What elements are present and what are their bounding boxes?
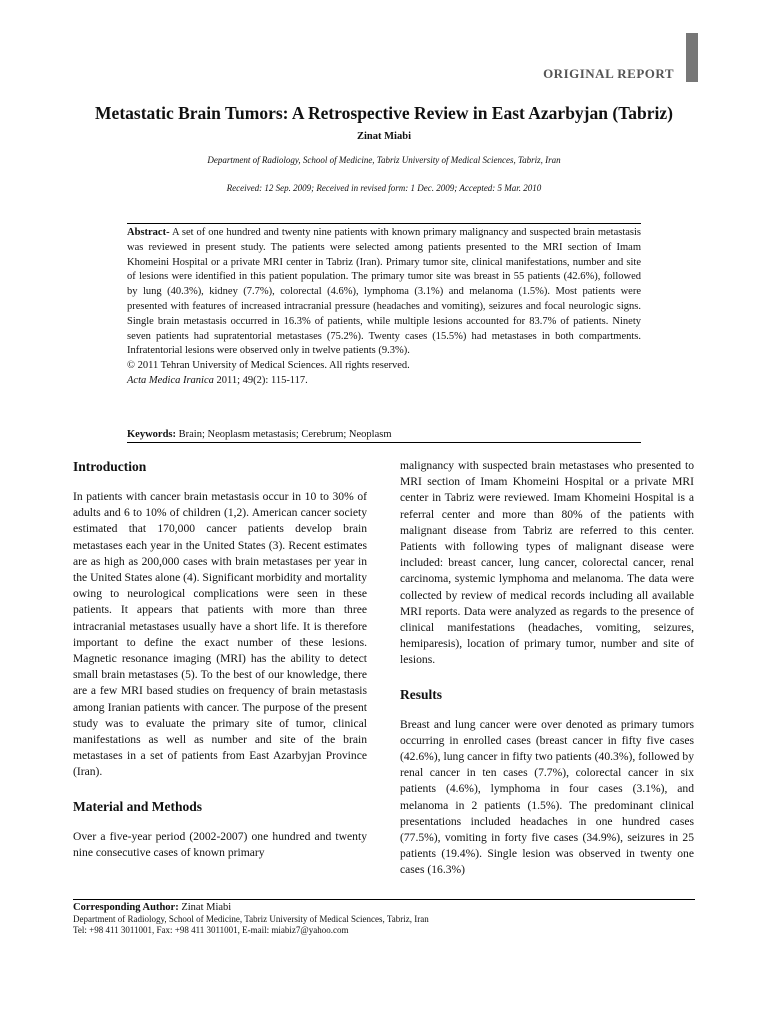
abstract-block (127, 223, 641, 389)
keywords-label: Keywords: (127, 429, 176, 440)
section-label: ORIGINAL REPORT (543, 66, 674, 81)
corresponding-author-label: Corresponding Author: (73, 902, 179, 913)
left-column (73, 458, 367, 861)
citation-line (127, 374, 641, 389)
results-heading: Results (400, 686, 443, 702)
corresponding-author-name: Zinat Miabi (178, 902, 232, 913)
article-title: Metastatic Brain Tumors: A Retrospective Review in East Azarbyjan (Tabriz) (95, 103, 673, 123)
footer-address: Department of Radiology, School of Medicine, Tabriz University of Medical Sciences, Tabriz, Iran (73, 914, 429, 924)
header-corner-bar (686, 33, 698, 82)
right-column (400, 458, 694, 879)
abstract-paragraph (127, 226, 641, 359)
introduction-text: In patients with cancer brain metastasis occur in 10 to 30% of adults and 6 to 10% of children (1,2). American cancer society estimated that 170,000 cancer patients develop brain metastases each year in the United States (3). Recent estimates are as high as 200,000 cases with brain metastases per year in the United States alone (4). Significant morbidity and mortality owing to neurological complications were seen in these patients. It appears that patients with more than three intracranial metastases usually have a short life. It is therefore important to define the exact number of these lesions. Magnetic resonance imaging (MRI) has the ability to detect small brain metastases (5). To the best of our knowledge, there are a few MRI based studies on frequency of brain metastasis among Iranian patients with cancer. The purpose of the present study was to evaluate the primary site of tumor, clinical manifestations as well as number and site of the brain metastases in a set of patients from East Azarbyjan Province (Iran). (73, 490, 367, 779)
copyright-line: © 2011 Tehran University of Medical Sciences. All rights reserved. (127, 360, 410, 372)
corresponding-author-line (73, 901, 695, 914)
article-dates: Received: 12 Sep. 2009; Received in revised form: 1 Dec. 2009; Accepted: 5 Mar. 2010 (226, 183, 542, 193)
methods-text-left: Over a five-year period (2002-2007) one hundred and twenty nine consecutive cases of known primary (73, 829, 367, 859)
keywords-text: Brain; Neoplasm metastasis; Cerebrum; Neoplasm (176, 429, 392, 440)
results-text: Breast and lung cancer were over denoted as primary tumors occurring in enrolled cases (breast cancer in fifty five cases (42.6%), lung cancer in fifty two patients (40.3%), followed by renal cancer in ten cases (7.7%), colorectal cancer in six patients (4.6%), lymphoma in four cases (3.1%), and melanoma in 2 patients (1.5%). The predominant clinical presentations included headaches in one hundred cases (77.5%), vomiting in forty five cases (34.9%), seizures in 25 patients (19.4%). Single lesion was observed in twenty one cases (16.3%) (400, 717, 694, 877)
methods-heading: Material and Methods (73, 798, 202, 814)
author-name: Zinat Miabi (357, 131, 411, 142)
citation-details: 2011; 49(2): 115-117. (213, 374, 308, 386)
author-affiliation: Department of Radiology, School of Medicine, Tabriz University of Medical Sciences, Tabriz, Iran (207, 155, 561, 165)
journal-name: Acta Medica Iranica (127, 374, 214, 386)
corresponding-author-footer (73, 899, 695, 936)
introduction-heading: Introduction (73, 459, 147, 474)
methods-text-right: malignancy with suspected brain metastases who presented to MRI section of Imam Khomeini Hospital or a private MRI center in Tabriz were reviewed. Imam Khomeini Hospital is a referral center and more than 80% of the patients with malignant disease from Tabriz are referred to this center. Patients with following types of malignant disease were included: breast cancer, lung cancer, colorectal cancer, renal carcinoma, systemic lymphoma and melanoma. The data were collected by review of medical records including all available MRI reports. Data were analyzed as regards to the presence of clinical manifestations (headaches, vomiting, seizures, hemiparesis), location of primary tumor, number and site of lesions. (400, 459, 694, 667)
footer-contact: Tel: +98 411 3011001, Fax: +98 411 3011001, E-mail: miabiz7@yahoo.com (73, 925, 349, 935)
abstract-text: A set of one hundred and twenty nine patients with known primary malignancy and suspected brain metastasis was reviewed in present study. The patients were selected among patients presented to the MRI section of Imam Khomeini Hospital or a private MRI center in Tabriz (Iran). Primary tumor site, clinical manifestations, number and site of lesions were identified in this patient population. The primary tumor site was breast in 55 patients (42.6%), followed by lung (40.3%), kidney (7.7%), colorectal (4.6%), lymphoma (3.1%) and melanoma (1.5%). Most patients were presented with features of increased intracranial pressure (headaches and vomiting), seizures and focal neurologic signs. Single brain metastasis occurred in 16.3% of patients, while multiple lesions accounted for 83.7% of patients. Ninety seven patients had supratentorial metastases (75.2%). Twenty cases (15.5%) had metastases in both compartments. Infratentorial lesions were observed only in twelve patients (9.3%). (127, 227, 641, 357)
keywords-block (127, 429, 641, 443)
abstract-label: Abstract- (127, 227, 170, 238)
